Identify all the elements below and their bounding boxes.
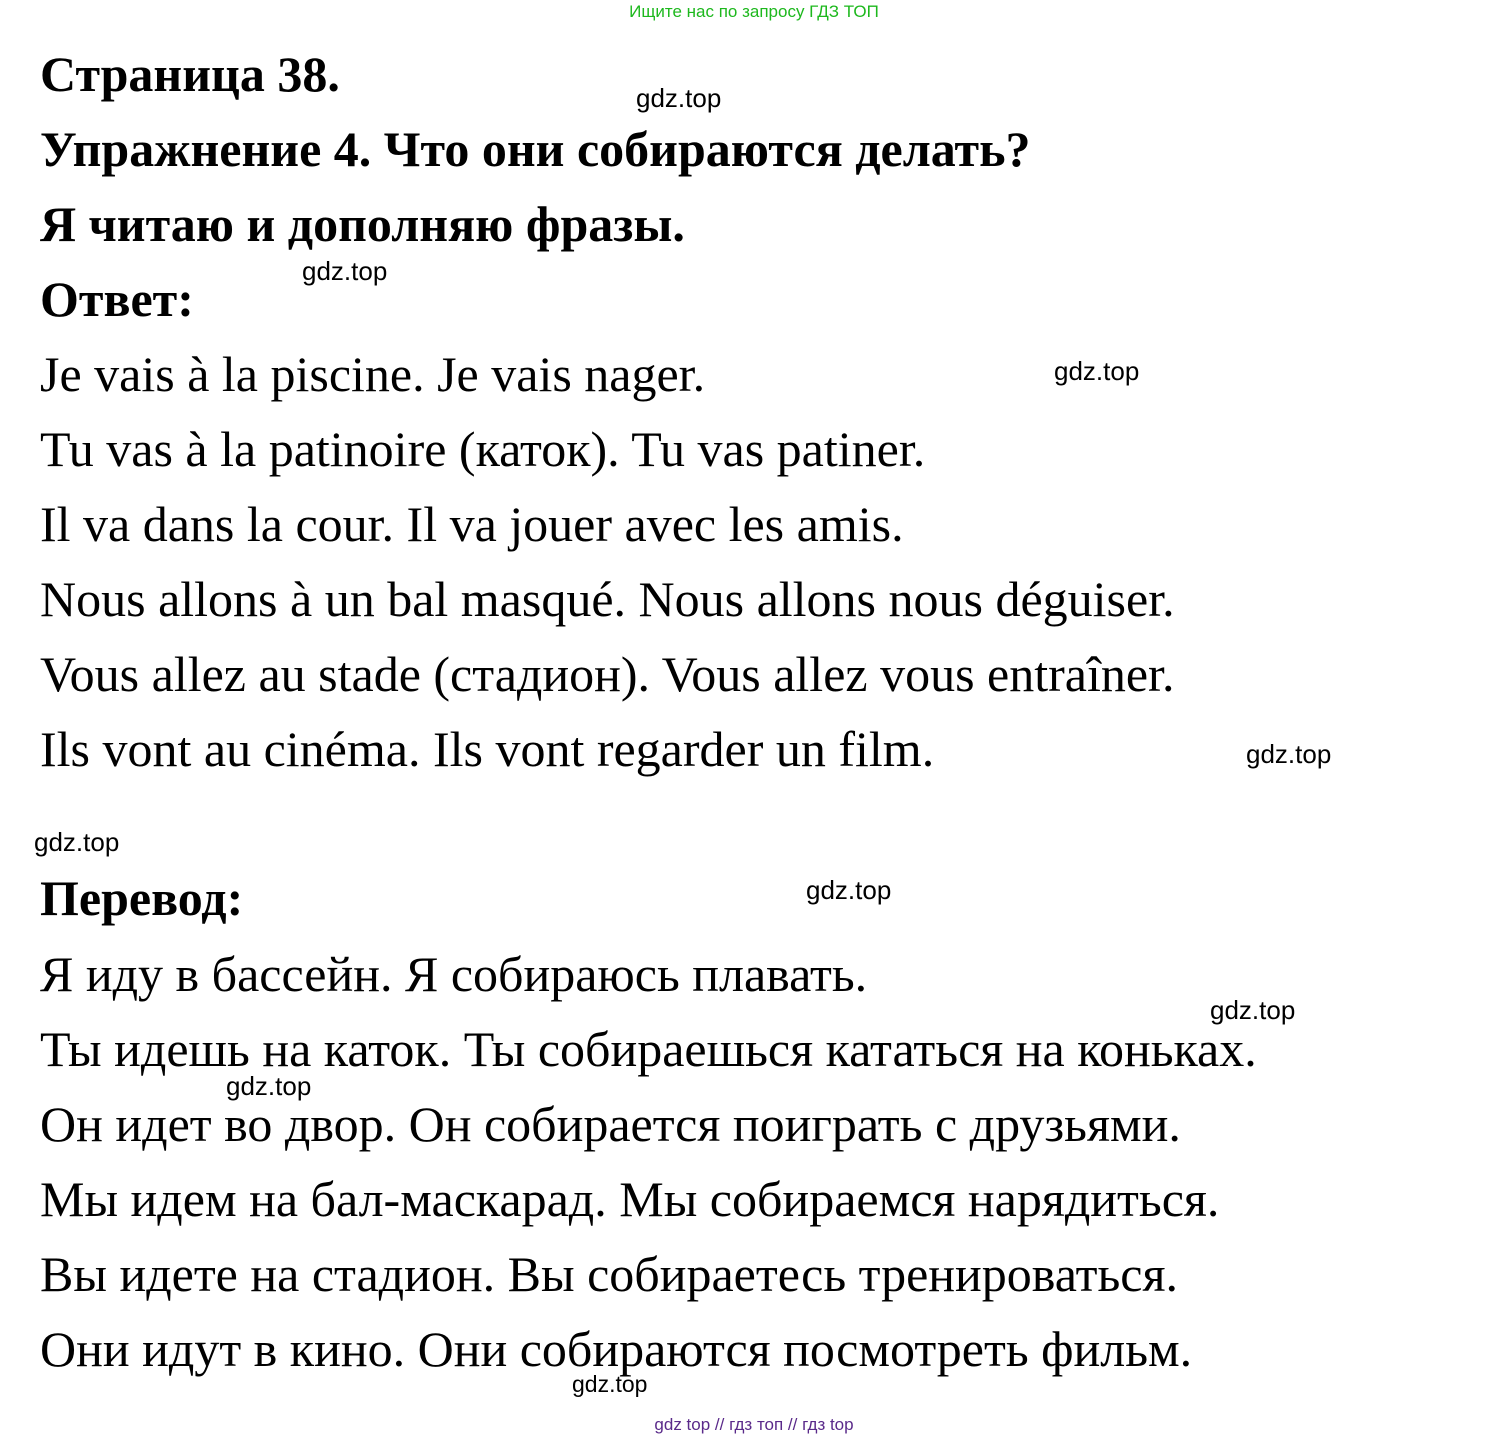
watermark: gdz.top <box>572 1371 648 1397</box>
watermark: gdz.top <box>1054 356 1140 386</box>
watermark: gdz.top <box>302 256 388 286</box>
watermark: gdz.top <box>34 827 120 857</box>
exercise-title: Упражнение 4. Что они собираются делать? <box>40 121 1031 177</box>
answer-line: Nous allons à un bal masqué. Nous allons nous déguiser. <box>40 571 1175 627</box>
footer: gdz top // гдз топ // гдз top <box>654 1415 854 1434</box>
translation-line: Мы идем на бал-маскарад. Мы собираемся нарядиться. <box>40 1171 1220 1227</box>
watermark: gdz.top <box>806 875 892 905</box>
watermark: gdz.top <box>226 1071 312 1101</box>
top-banner: Ищите нас по запросу ГДЗ ТОП <box>629 2 879 21</box>
translation-line: Я иду в бассейн. Я собираюсь плавать. <box>40 946 868 1002</box>
page-title: Страница 38. <box>40 46 340 102</box>
watermark: gdz.top <box>1246 739 1332 769</box>
translation-line: Ты идешь на каток. Ты собираешься кататься на коньках. <box>40 1021 1257 1077</box>
answer-line: Il va dans la cour. Il va jouer avec les amis. <box>40 496 904 552</box>
translation-label: Перевод: <box>40 870 244 926</box>
translation-line: Вы идете на стадион. Вы собираетесь тренироваться. <box>40 1246 1178 1302</box>
answer-line: Je vais à la piscine. Je vais nager. <box>40 346 706 402</box>
answer-label: Ответ: <box>40 271 194 327</box>
translation-line: Они идут в кино. Они собираются посмотреть фильм. <box>40 1321 1193 1377</box>
watermark: gdz.top <box>1210 995 1296 1025</box>
translation-line: Он идет во двор. Он собирается поиграть с друзьями. <box>40 1096 1181 1152</box>
answer-line: Vous allez au stade (стадион). Vous allez vous entraîner. <box>40 646 1175 702</box>
answer-line: Ils vont au cinéma. Ils vont regarder un film. <box>40 721 935 777</box>
answer-line: Tu vas à la patinoire (каток). Tu vas patiner. <box>40 421 926 477</box>
watermark: gdz.top <box>636 83 722 113</box>
exercise-instruction: Я читаю и дополняю фразы. <box>40 196 685 252</box>
